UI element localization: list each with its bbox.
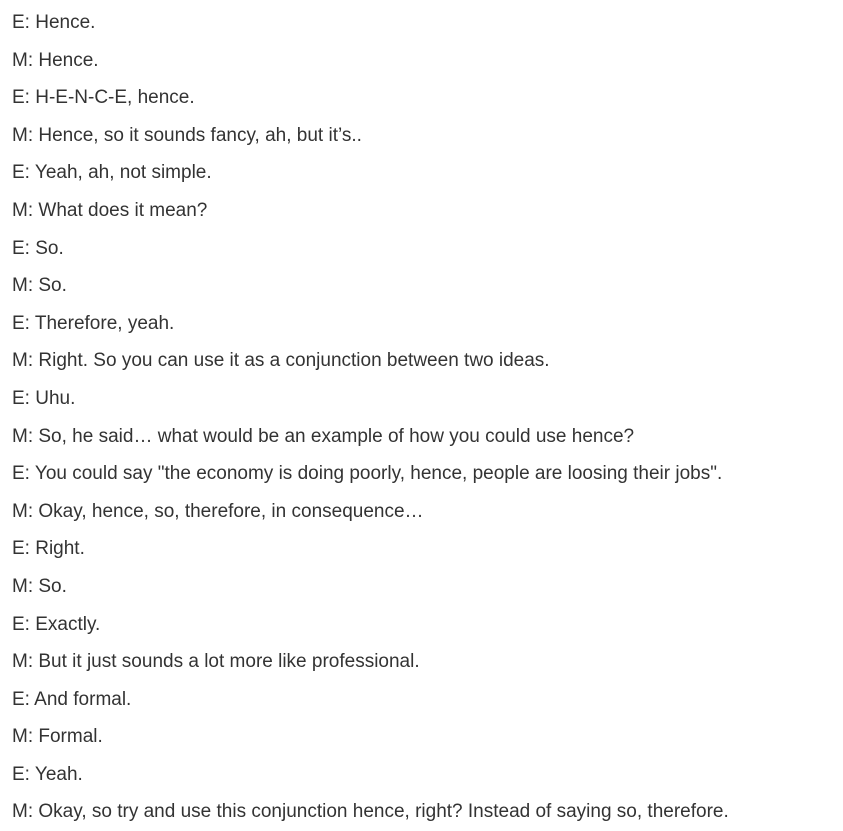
transcript-line: E: H-E-N-C-E, hence. <box>12 87 195 109</box>
transcript-line: M: So, he said… what would be an example of how you could use hence? <box>12 425 635 447</box>
transcript-line: E: Hence. <box>12 12 96 33</box>
transcript-line: E: Therefore, yeah. <box>12 312 175 334</box>
transcript-line: M: So. <box>12 575 67 597</box>
transcript-line: M: Okay, hence, so, therefore, in consequence… <box>12 500 424 522</box>
transcript-line: M: What does it mean? <box>12 199 208 221</box>
transcript-line: M: Hence. <box>12 49 99 71</box>
transcript-line: E: So. <box>12 237 64 259</box>
transcript-line: E: Right. <box>12 538 85 560</box>
transcript-line: E: You could say "the economy is doing poorly, hence, people are loosing their jobs". <box>12 463 723 485</box>
transcript-line: E: And formal. <box>12 688 132 710</box>
transcript-line: E: Yeah, ah, not simple. <box>12 162 212 184</box>
transcript-line: E: Exactly. <box>12 613 101 635</box>
transcript-line: M: Formal. <box>12 726 103 748</box>
transcript-line: M: Hence, so it sounds fancy, ah, but it’s.. <box>12 124 362 146</box>
transcript-line: M: Right. So you can use it as a conjunction between two ideas. <box>12 350 550 372</box>
transcript-line: M: So. <box>12 275 67 297</box>
transcript-line: E: Yeah. <box>12 763 83 785</box>
transcript-line: E: Uhu. <box>12 387 76 409</box>
transcript-line: M: Okay, so try and use this conjunction hence, right? Instead of saying so, therefore. <box>12 801 729 823</box>
transcript-line: M: But it just sounds a lot more like professional. <box>12 651 420 673</box>
